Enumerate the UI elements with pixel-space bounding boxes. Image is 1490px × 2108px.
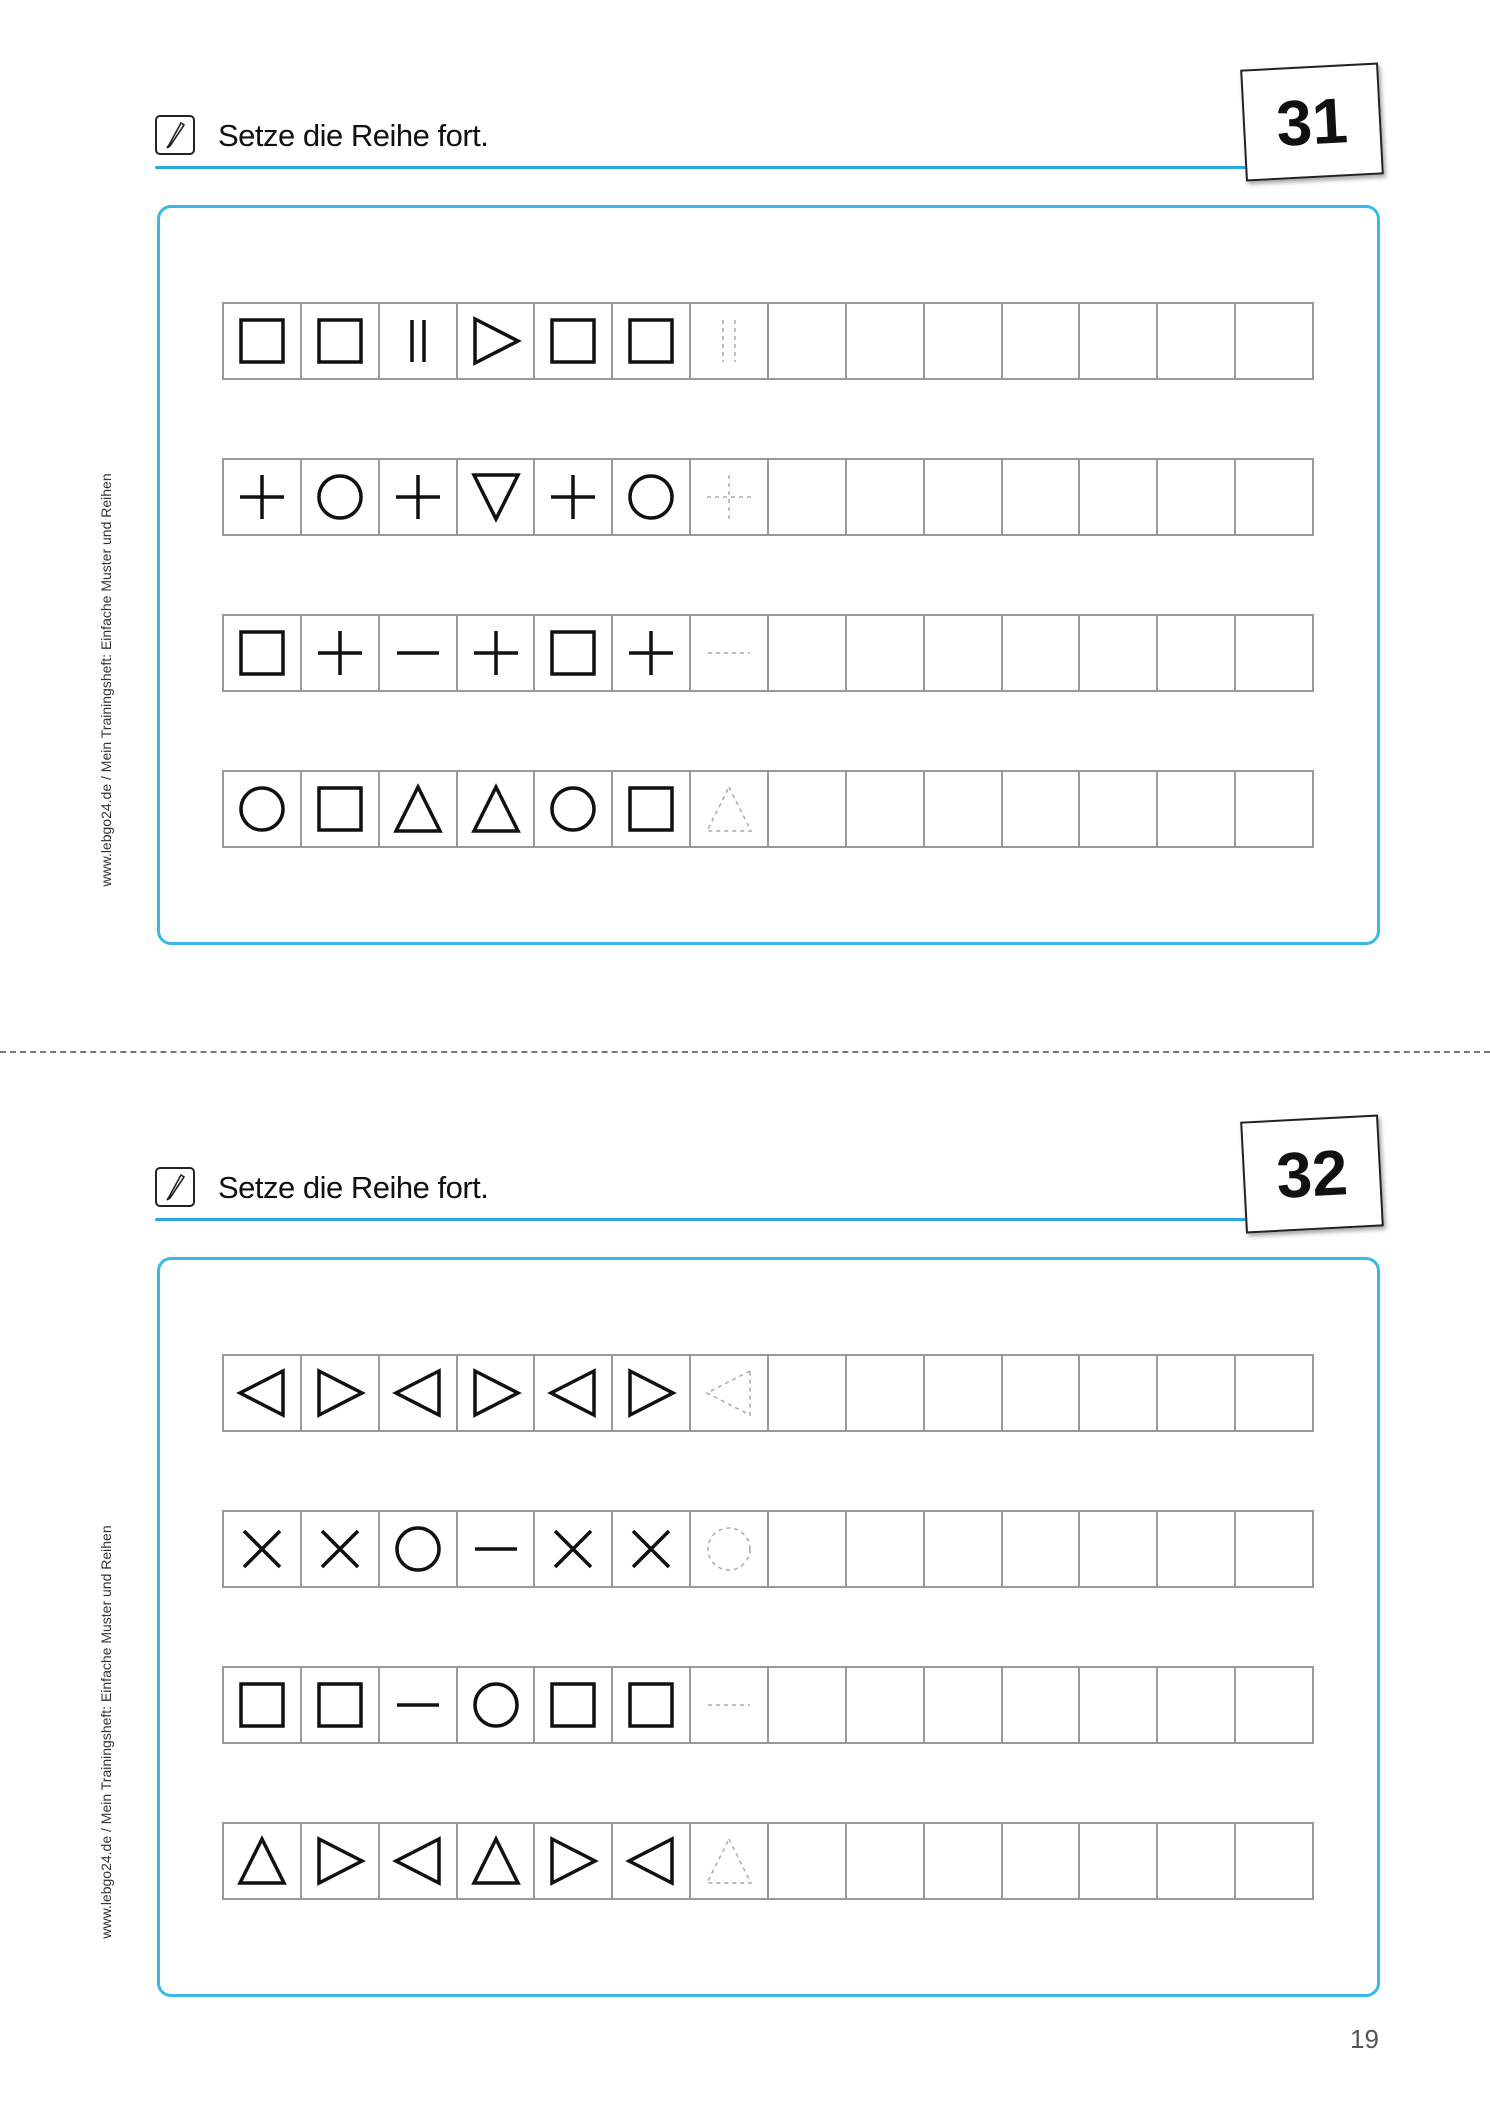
- pencil-icon: [155, 115, 195, 155]
- shape-cell: [380, 772, 458, 846]
- shape-cell: [535, 1668, 613, 1742]
- plus-dashed-icon: [699, 467, 759, 527]
- shape-cell: [380, 304, 458, 378]
- empty-answer-cell[interactable]: [1236, 616, 1312, 690]
- shape-cell: [458, 1356, 536, 1430]
- tri-up-icon: [466, 779, 526, 839]
- shape-cell: [613, 1512, 691, 1586]
- exercise-32: [0, 1052, 1490, 2052]
- shape-cell: [535, 304, 613, 378]
- empty-answer-cell[interactable]: [1003, 1512, 1081, 1586]
- tri-down-icon: [466, 467, 526, 527]
- empty-answer-cell[interactable]: [1003, 304, 1081, 378]
- shape-cell: [380, 1512, 458, 1586]
- empty-answer-cell[interactable]: [1236, 1356, 1312, 1430]
- square-icon: [621, 779, 681, 839]
- plus-icon: [466, 623, 526, 683]
- shape-cell: [458, 772, 536, 846]
- shape-cell: [302, 772, 380, 846]
- hint-cell[interactable]: [691, 1356, 769, 1430]
- empty-answer-cell[interactable]: [847, 460, 925, 534]
- empty-answer-cell[interactable]: [1158, 1668, 1236, 1742]
- hint-cell[interactable]: [691, 1824, 769, 1898]
- empty-answer-cell[interactable]: [1158, 1356, 1236, 1430]
- shape-cell: [224, 304, 302, 378]
- x-icon: [232, 1519, 292, 1579]
- empty-answer-cell[interactable]: [769, 772, 847, 846]
- pattern-row: [222, 770, 1314, 848]
- empty-answer-cell[interactable]: [847, 1824, 925, 1898]
- empty-answer-cell[interactable]: [769, 1356, 847, 1430]
- plus-icon: [232, 467, 292, 527]
- empty-answer-cell[interactable]: [1080, 460, 1158, 534]
- minus-icon: [466, 1519, 526, 1579]
- shape-cell: [535, 1356, 613, 1430]
- exercise-31: [0, 0, 1490, 1000]
- empty-answer-cell[interactable]: [1003, 1668, 1081, 1742]
- tri-left-icon: [388, 1831, 448, 1891]
- pencil-icon: [155, 1167, 195, 1207]
- page-number: 19: [1350, 2024, 1379, 2054]
- tri-left-icon: [232, 1363, 292, 1423]
- shape-cell: [302, 616, 380, 690]
- x-icon: [543, 1519, 603, 1579]
- empty-answer-cell[interactable]: [1080, 1356, 1158, 1430]
- circle-icon: [388, 1519, 448, 1579]
- empty-answer-cell[interactable]: [925, 304, 1003, 378]
- pattern-row: [222, 614, 1314, 692]
- circle-icon: [621, 467, 681, 527]
- circle-icon: [466, 1675, 526, 1735]
- plus-icon: [310, 623, 370, 683]
- header-underline: [155, 1218, 1255, 1221]
- bars-dashed-icon: [699, 311, 759, 371]
- empty-answer-cell[interactable]: [1236, 1668, 1312, 1742]
- square-icon: [621, 311, 681, 371]
- empty-answer-cell[interactable]: [769, 460, 847, 534]
- shape-cell: [224, 1356, 302, 1430]
- tri-up-icon: [466, 1831, 526, 1891]
- tri-left-icon: [388, 1363, 448, 1423]
- shape-cell: [613, 460, 691, 534]
- shape-cell: [535, 460, 613, 534]
- shape-cell: [613, 1668, 691, 1742]
- shape-cell: [302, 304, 380, 378]
- square-icon: [543, 1675, 603, 1735]
- square-icon: [232, 1675, 292, 1735]
- shape-cell: [458, 1668, 536, 1742]
- shape-cell: [224, 1668, 302, 1742]
- empty-answer-cell[interactable]: [925, 1512, 1003, 1586]
- minus-icon: [388, 623, 448, 683]
- pattern-row: [222, 1666, 1314, 1744]
- empty-answer-cell[interactable]: [925, 1668, 1003, 1742]
- shape-cell: [224, 616, 302, 690]
- side-credit: www.lebgo24.de / Mein Trainingsheft: Einfache Muster und Reihen: [98, 1525, 114, 1939]
- square-icon: [310, 779, 370, 839]
- tri-up-dashed-icon: [699, 779, 759, 839]
- circle-dashed-icon: [699, 1519, 759, 1579]
- empty-answer-cell[interactable]: [769, 1512, 847, 1586]
- x-icon: [621, 1519, 681, 1579]
- shape-cell: [224, 460, 302, 534]
- empty-answer-cell[interactable]: [1236, 1824, 1312, 1898]
- shape-cell: [458, 616, 536, 690]
- tri-left-dashed-icon: [699, 1363, 759, 1423]
- shape-cell: [224, 1512, 302, 1586]
- plus-icon: [388, 467, 448, 527]
- empty-answer-cell[interactable]: [925, 616, 1003, 690]
- shape-cell: [380, 616, 458, 690]
- empty-answer-cell[interactable]: [925, 772, 1003, 846]
- empty-answer-cell[interactable]: [1158, 460, 1236, 534]
- shape-cell: [302, 1824, 380, 1898]
- header-underline: [155, 166, 1255, 169]
- shape-cell: [613, 304, 691, 378]
- hint-cell[interactable]: [691, 1668, 769, 1742]
- shape-cell: [458, 460, 536, 534]
- empty-answer-cell[interactable]: [769, 1824, 847, 1898]
- empty-answer-cell[interactable]: [1158, 304, 1236, 378]
- minus-dashed-icon: [699, 623, 759, 683]
- shape-cell: [380, 1668, 458, 1742]
- exercise-number: 32: [1240, 1114, 1384, 1233]
- empty-answer-cell[interactable]: [1158, 772, 1236, 846]
- empty-answer-cell[interactable]: [1080, 304, 1158, 378]
- plus-icon: [621, 623, 681, 683]
- empty-answer-cell[interactable]: [1080, 616, 1158, 690]
- tri-up-icon: [232, 1831, 292, 1891]
- hint-cell[interactable]: [691, 1512, 769, 1586]
- shape-cell: [613, 772, 691, 846]
- shape-cell: [302, 1668, 380, 1742]
- square-icon: [232, 311, 292, 371]
- side-credit: www.lebgo24.de / Mein Trainingsheft: Einfache Muster und Reihen: [98, 473, 114, 887]
- shape-cell: [458, 1512, 536, 1586]
- shape-cell: [535, 1512, 613, 1586]
- empty-answer-cell[interactable]: [1003, 1824, 1081, 1898]
- shape-cell: [380, 1824, 458, 1898]
- empty-answer-cell[interactable]: [847, 1356, 925, 1430]
- tri-right-icon: [621, 1363, 681, 1423]
- shape-cell: [458, 1824, 536, 1898]
- empty-answer-cell[interactable]: [847, 1668, 925, 1742]
- minus-icon: [388, 1675, 448, 1735]
- pattern-row: [222, 458, 1314, 536]
- empty-answer-cell[interactable]: [1003, 1356, 1081, 1430]
- empty-answer-cell[interactable]: [769, 304, 847, 378]
- empty-answer-cell[interactable]: [847, 1512, 925, 1586]
- square-icon: [543, 623, 603, 683]
- tri-up-dashed-icon: [699, 1831, 759, 1891]
- shape-cell: [224, 772, 302, 846]
- shape-cell: [613, 1356, 691, 1430]
- shape-cell: [613, 616, 691, 690]
- hint-cell[interactable]: [691, 304, 769, 378]
- shape-cell: [535, 772, 613, 846]
- pattern-row: [222, 1354, 1314, 1432]
- x-icon: [310, 1519, 370, 1579]
- empty-answer-cell[interactable]: [847, 772, 925, 846]
- bars-icon: [388, 311, 448, 371]
- empty-answer-cell[interactable]: [1236, 1512, 1312, 1586]
- hint-cell[interactable]: [691, 460, 769, 534]
- empty-answer-cell[interactable]: [1236, 772, 1312, 846]
- square-icon: [232, 623, 292, 683]
- empty-answer-cell[interactable]: [1158, 1512, 1236, 1586]
- empty-answer-cell[interactable]: [1236, 304, 1312, 378]
- empty-answer-cell[interactable]: [1080, 1668, 1158, 1742]
- empty-answer-cell[interactable]: [847, 304, 925, 378]
- shape-cell: [302, 460, 380, 534]
- shape-cell: [458, 304, 536, 378]
- shape-cell: [302, 1512, 380, 1586]
- empty-answer-cell[interactable]: [1080, 772, 1158, 846]
- tri-right-icon: [466, 1363, 526, 1423]
- hint-cell[interactable]: [691, 616, 769, 690]
- empty-answer-cell[interactable]: [1236, 460, 1312, 534]
- shape-cell: [380, 1356, 458, 1430]
- square-icon: [310, 311, 370, 371]
- square-icon: [543, 311, 603, 371]
- shape-cell: [380, 460, 458, 534]
- circle-icon: [543, 779, 603, 839]
- tri-left-icon: [621, 1831, 681, 1891]
- pattern-row: [222, 302, 1314, 380]
- empty-answer-cell[interactable]: [769, 1668, 847, 1742]
- hint-cell[interactable]: [691, 772, 769, 846]
- tri-right-icon: [543, 1831, 603, 1891]
- pattern-row: [222, 1510, 1314, 1588]
- empty-answer-cell[interactable]: [925, 1824, 1003, 1898]
- tri-right-icon: [310, 1363, 370, 1423]
- shape-cell: [302, 1356, 380, 1430]
- empty-answer-cell[interactable]: [1080, 1824, 1158, 1898]
- exercise-number: 31: [1240, 62, 1384, 181]
- empty-answer-cell[interactable]: [1158, 1824, 1236, 1898]
- shape-cell: [535, 616, 613, 690]
- tri-up-icon: [388, 779, 448, 839]
- shape-cell: [613, 1824, 691, 1898]
- empty-answer-cell[interactable]: [1003, 460, 1081, 534]
- tri-left-icon: [543, 1363, 603, 1423]
- instruction-title: Setze die Reihe fort.: [218, 118, 489, 153]
- empty-answer-cell[interactable]: [1158, 616, 1236, 690]
- circle-icon: [232, 779, 292, 839]
- shape-cell: [535, 1824, 613, 1898]
- tri-right-icon: [310, 1831, 370, 1891]
- instruction-title: Setze die Reihe fort.: [218, 1170, 489, 1205]
- tri-right-icon: [466, 311, 526, 371]
- empty-answer-cell[interactable]: [769, 616, 847, 690]
- plus-icon: [543, 467, 603, 527]
- shape-cell: [224, 1824, 302, 1898]
- empty-answer-cell[interactable]: [847, 616, 925, 690]
- minus-dashed-icon: [699, 1675, 759, 1735]
- circle-icon: [310, 467, 370, 527]
- empty-answer-cell[interactable]: [1003, 616, 1081, 690]
- square-icon: [310, 1675, 370, 1735]
- empty-answer-cell[interactable]: [925, 1356, 1003, 1430]
- empty-answer-cell[interactable]: [1003, 772, 1081, 846]
- square-icon: [621, 1675, 681, 1735]
- empty-answer-cell[interactable]: [925, 460, 1003, 534]
- empty-answer-cell[interactable]: [1080, 1512, 1158, 1586]
- pattern-row: [222, 1822, 1314, 1900]
